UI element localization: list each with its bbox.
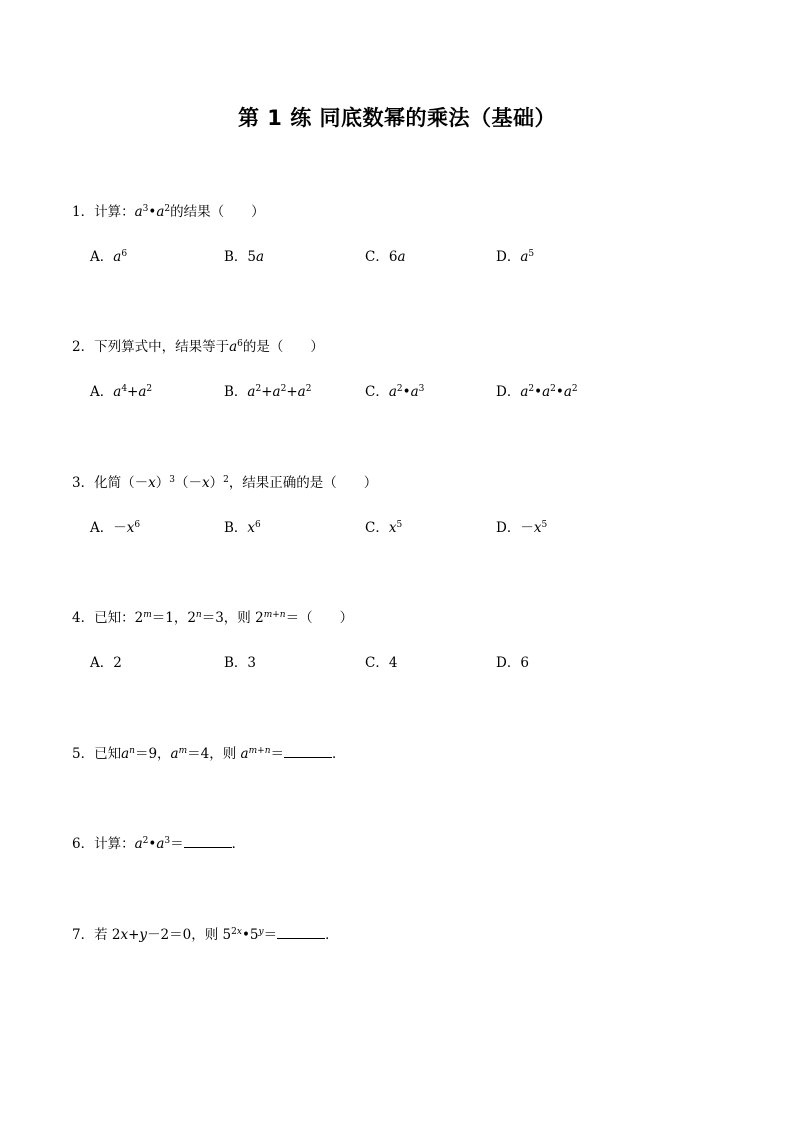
question-7: 7．若 2x+y－2＝0，则 $5^{2x}•5^y=$ ． [72,927,339,943]
question-3-option-c[interactable]: C．$x^5$ [365,520,403,536]
question-1-prefix: 1．计算： [72,204,135,220]
question-6: 6．计算：$a^2•a^3=$ ． [72,836,246,852]
question-5-prefix: 5．已知 [72,746,122,762]
question-1-option-b[interactable]: B．5a [224,249,265,265]
question-2-option-d[interactable]: D．$a^2•a^2•a^2$ [496,384,578,400]
question-5: 5．已知$a^n=9$，$a^m=4$，则 $a^{m+n}=$ ． [72,746,346,762]
question-1: 1．计算：$a^3•a^2$的结果（ ） [72,204,265,220]
question-6-answer-blank[interactable] [184,834,232,848]
question-3-option-b[interactable]: B．$x^6$ [224,520,261,536]
question-2-option-c[interactable]: C．$a^2•a^3$ [365,384,425,400]
page-title: 第 1 练 同底数幂的乘法（基础） [237,106,557,130]
question-5-answer-blank[interactable] [284,744,332,758]
question-3-option-a[interactable]: A．$-x^6$ [90,520,141,536]
question-6-suffix: ． [231,836,246,852]
question-4-option-d[interactable]: D．6 [496,655,529,671]
question-4-option-c[interactable]: C．4 [365,655,398,671]
question-2-option-a[interactable]: A．$a^4+a^2$ [90,384,153,400]
question-2-option-b[interactable]: B．$a^2+a^2+a^2$ [224,384,312,400]
question-3-suffix: ，结果正确的是（ ） [228,475,378,491]
question-4-prefix: 4．已知： [72,610,135,626]
question-3: 3．化简$(-x)^3(-x)^2$，结果正确的是（ ） [72,475,378,491]
question-4-option-a[interactable]: A．2 [90,655,122,671]
question-7-suffix: ． [325,927,339,943]
question-1-suffix: 的结果（ ） [170,204,265,220]
question-4-suffix: （ ） [299,610,354,626]
question-4: 4．已知：$2^m=1$，$2^n=3$，则 $2^{m+n}=$（ ） [72,610,354,626]
question-6-prefix: 6．计算： [72,836,135,852]
question-2-suffix: 的是（ ） [242,339,324,355]
question-1-option-d[interactable]: D．$a^5$ [496,249,535,265]
question-1-option-c[interactable]: C．6a [365,249,406,265]
question-5-suffix: ． [332,746,346,762]
question-4-option-b[interactable]: B．3 [224,655,257,671]
question-2: 2．下列算式中，结果等于$a^6$的是（ ） [72,339,324,355]
question-3-option-d[interactable]: D．$-x^5$ [496,520,548,536]
question-3-prefix: 3．化简（－ [72,475,149,491]
question-7-prefix: 7．若 2 [72,927,121,943]
question-7-answer-blank[interactable] [277,925,325,939]
question-2-prefix: 2．下列算式中，结果等于 [72,339,230,355]
question-1-option-a[interactable]: A．$a^6$ [90,249,128,265]
